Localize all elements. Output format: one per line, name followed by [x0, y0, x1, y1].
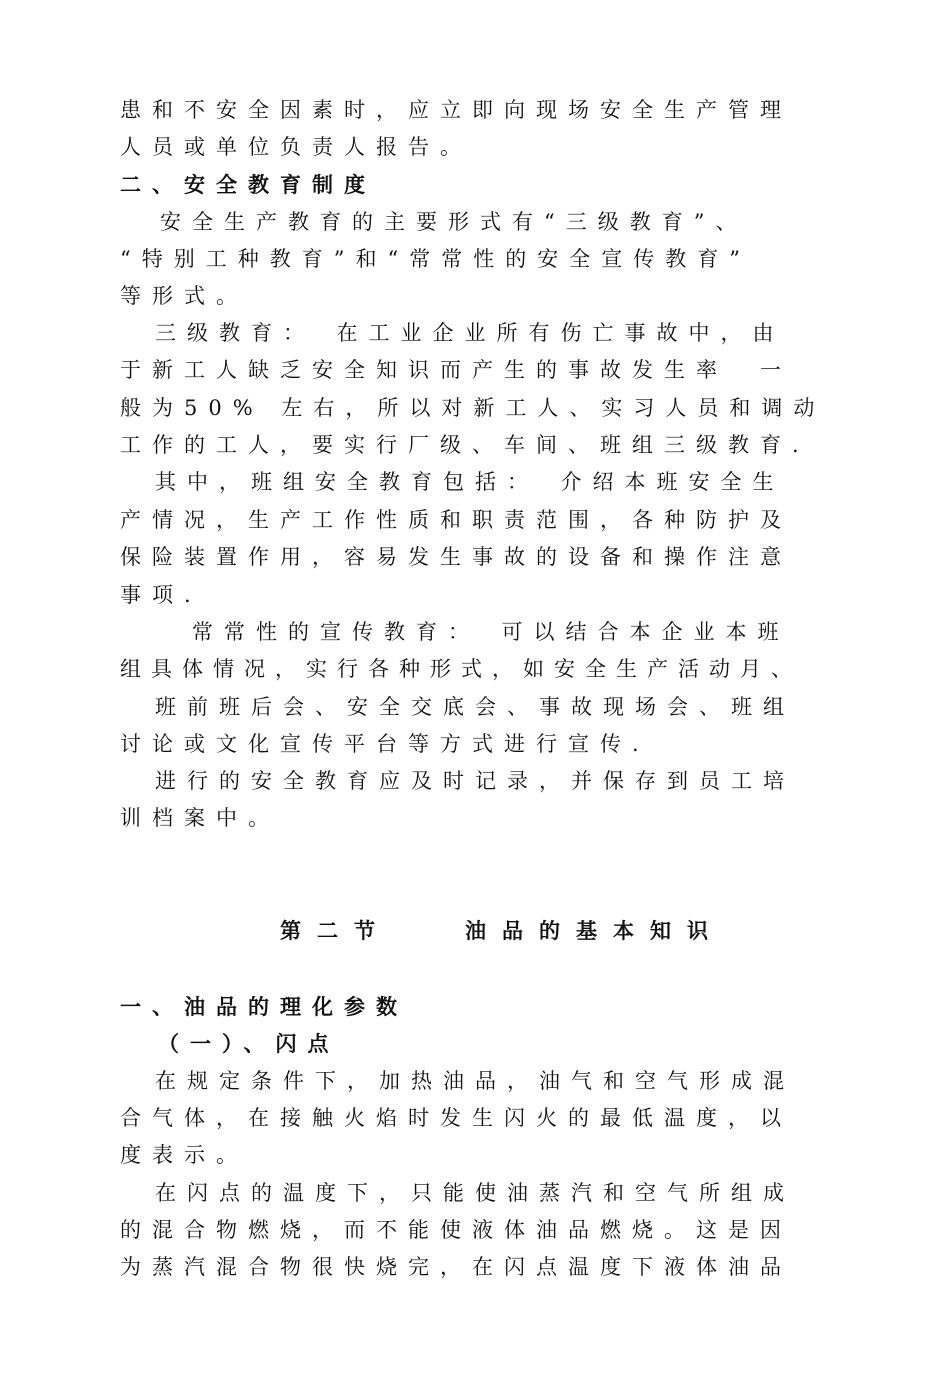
- paragraph-line: 为蒸汽混合物很快烧完，在闪点温度下液体油品: [120, 1255, 792, 1279]
- paragraph-line: 人员或单位负责人报告。: [120, 135, 472, 159]
- paragraph-line: 班前班后会、安全交底会、事故现场会、班组: [155, 695, 795, 719]
- paragraph-line: 三级教育： 在工业企业所有伤亡事故中，由: [155, 321, 785, 345]
- paragraph-line: 合气体，在接触火焰时发生闪火的最低温度，以: [120, 1106, 792, 1130]
- paragraph-line: 在规定条件下，加热油品，油气和空气形成混: [155, 1069, 795, 1093]
- section-title: 第二节 油品的基本知识: [280, 918, 724, 943]
- paragraph-line: 进行的安全教育应及时记录，并保存到员工培: [155, 769, 795, 793]
- paragraph-line: 讨论或文化宣传平台等方式进行宣传.: [120, 732, 650, 756]
- paragraph-line: “特别工种教育”和“常常性的安全宣传教育”: [120, 247, 751, 271]
- paragraph-line: 等形式。: [120, 284, 248, 308]
- paragraph-line: 其中，班组安全教育包括： 介绍本班安全生: [155, 470, 785, 494]
- paragraph-line: 保险装置作用，容易发生事故的设备和操作注意: [120, 545, 792, 569]
- paragraph-line: 组具体情况，实行各种形式，如安全生产活动月、: [120, 657, 802, 681]
- paragraph-line: 训档案中。: [120, 806, 280, 830]
- paragraph-line: 般为50% 左右，所以对新工人、实习人员和调动: [120, 396, 826, 420]
- paragraph-line: 产情况，生产工作性质和职责范围，各种防护及: [120, 508, 792, 532]
- paragraph-line: 患和不安全因素时，应立即向现场安全生产管理: [120, 98, 792, 122]
- paragraph-line: 的混合物燃烧，而不能使液体油品燃烧。这是因: [120, 1218, 792, 1242]
- paragraph-line: 工作的工人，要实行厂级、车间、班组三级教育.: [120, 433, 810, 457]
- paragraph-line: 于新工人缺乏安全知识而产生的事故发生率 一: [120, 358, 792, 382]
- paragraph-line: 常常性的宣传教育： 可以结合本企业本班: [192, 620, 790, 644]
- paragraph-line: 安全生产教育的主要形式有“三级教育”、: [160, 210, 748, 234]
- paragraph-line: 度表示。: [120, 1143, 248, 1167]
- section-heading: 二、安全教育制度: [120, 172, 376, 197]
- subsection-heading: （一）、闪点: [158, 1031, 340, 1056]
- section-heading: 一、油品的理化参数: [120, 994, 408, 1019]
- paragraph-line: 在闪点的温度下，只能使油蒸汽和空气所组成: [155, 1181, 795, 1205]
- paragraph-line: 事项.: [120, 583, 202, 607]
